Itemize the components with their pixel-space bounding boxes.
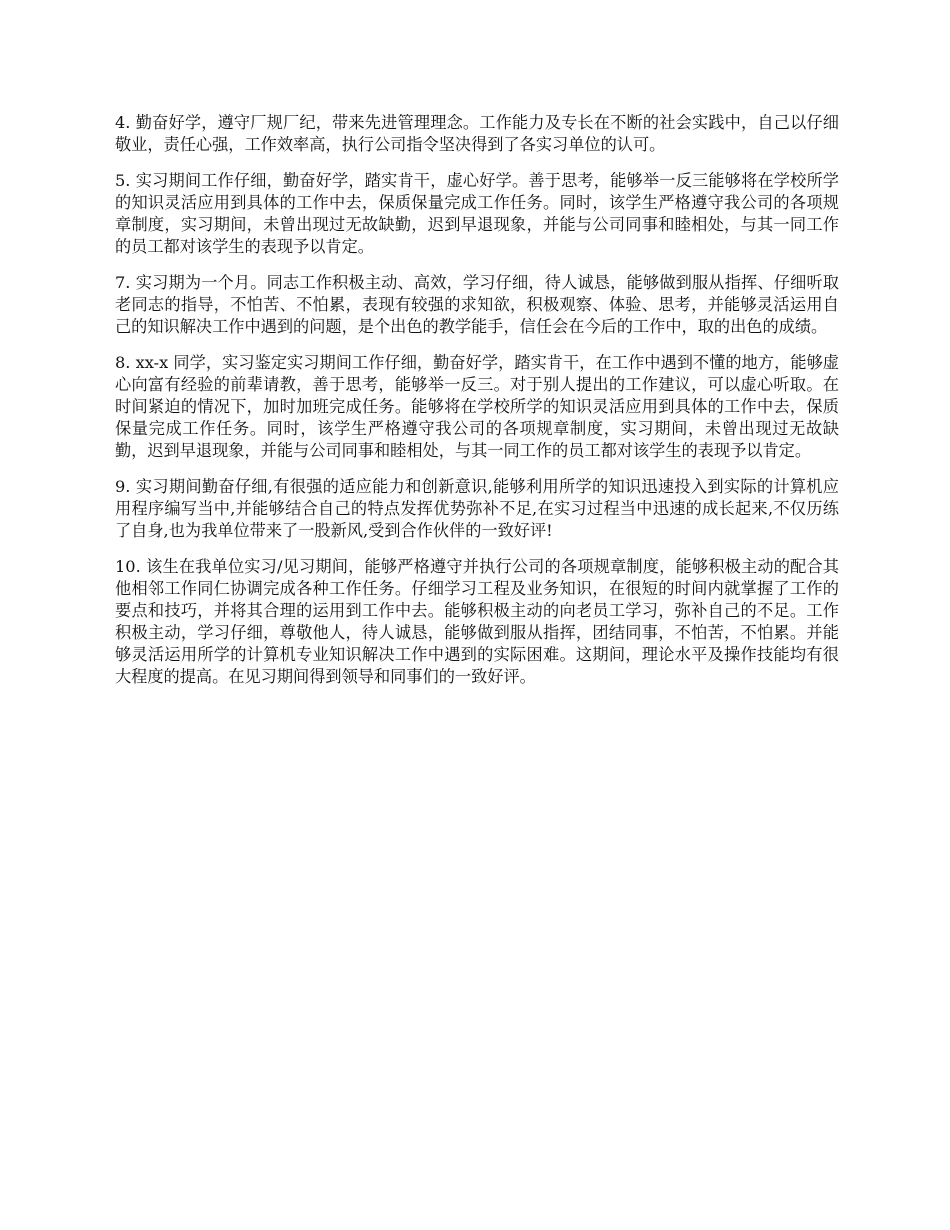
paragraph-5: 5. 实习期间工作仔细，勤奋好学，踏实肯干，虚心好学。善于思考，能够举一反三能够将在学校所学的知识灵活应用到具体的工作中去，保质保量完成工作任务。同时，该学生严格遵守我公司的各项规章制度，实习期间，未曾出现过无故缺勤，迟到早退现象，并能与公司同事和睦相处，与其一同工作的员工都对该学生的表现予以肯定。 <box>115 171 839 256</box>
paragraph-8: 8. xx-x 同学，实习鉴定实习期间工作仔细，勤奋好学，踏实肯干，在工作中遇到不懂的地方，能够虚心向富有经验的前辈请教，善于思考，能够举一反三。对于别人提出的工作建议，可以虚心听取。在时间紧迫的情况下，加时加班完成任务。能够将在学校所学的知识灵活应用到具体的工作中去，保质保量完成工作任务。同时，该学生严格遵守我公司的各项规章制度，实习期间，未曾出现过无故缺勤，迟到早退现象，并能与公司同事和睦相处，与其一同工作的员工都对该学生的表现予以肯定。 <box>115 353 839 460</box>
document-body <box>115 112 839 702</box>
paragraph-7: 7. 实习期为一个月。同志工作积极主动、高效，学习仔细，待人诚恳，能够做到服从指挥、仔细听取老同志的指导，不怕苦、不怕累，表现有较强的求知欲，积极观察、体验、思考，并能够灵活运用自己的知识解决工作中遇到的问题，是个出色的教学能手，信任会在今后的工作中，取的出色的成绩。 <box>115 273 839 336</box>
paragraph-9: 9. 实习期间勤奋仔细,有很强的适应能力和创新意识,能够利用所学的知识迅速投入到实际的计算机应用程序编写当中,并能够结合自己的特点发挥优势弥补不足,在实习过程当中迅速的成长起来,不仅历练了自身,也为我单位带来了一股新风,受到合作伙伴的一致好评! <box>115 477 839 540</box>
paragraph-4: 4. 勤奋好学，遵守厂规厂纪，带来先进管理理念。工作能力及专长在不断的社会实践中，自己以仔细敬业，责任心强，工作效率高，执行公司指令坚决得到了各实习单位的认可。 <box>115 113 839 154</box>
paragraph-10: 10. 该生在我单位实习/见习期间，能够严格遵守并执行公司的各项规章制度，能够积极主动的配合其他相邻工作同仁协调完成各种工作任务。仔细学习工程及业务知识，在很短的时间内就掌握了工作的要点和技巧，并将其合理的运用到工作中去。能够积极主动的向老员工学习，弥补自己的不足。工作积极主动，学习仔细，尊敬他人，待人诚恳，能够做到服从指挥，团结同事，不怕苦，不怕累。并能够灵活运用所学的计算机专业知识解决工作中遇到的实际困难。这期间，理论水平及操作技能均有很大程度的提高。在见习期间得到领导和同事们的一致好评。 <box>115 557 839 686</box>
